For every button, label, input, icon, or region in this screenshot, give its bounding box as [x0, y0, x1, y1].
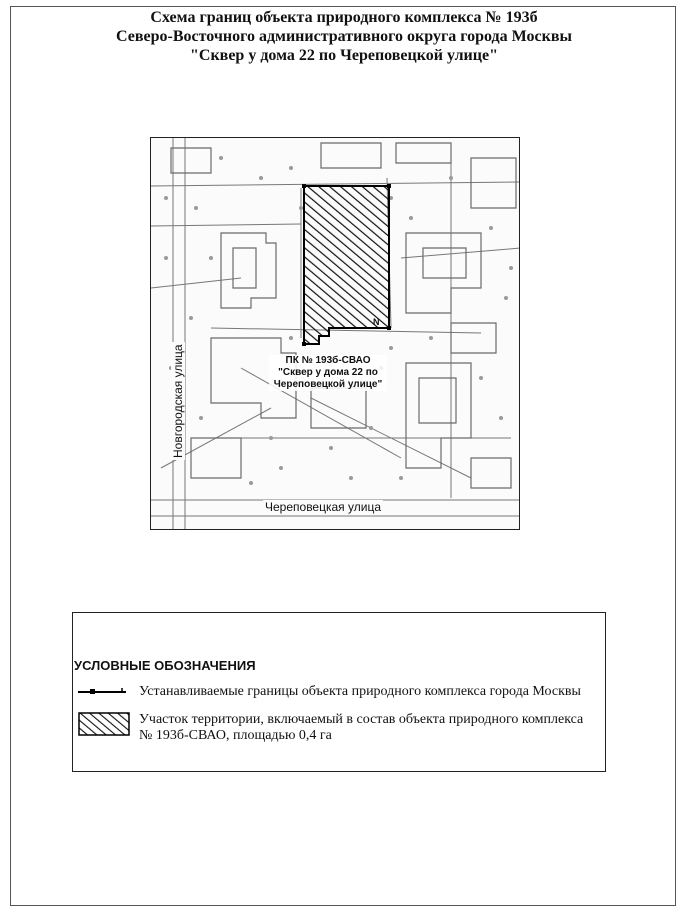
title-line-1: Схема границ объекта природного комплекса № 193б — [150, 9, 538, 26]
title-line-2: Северо-Восточного административного округа города Москвы — [116, 28, 572, 45]
street-label-cherepovetskaya[interactable]: Череповецкая улица — [265, 500, 381, 514]
legend-title: УСЛОВНЫЕ ОБОЗНАЧЕНИЯ — [74, 658, 256, 673]
map-area[interactable] — [150, 137, 520, 530]
boundary-marker-label: N — [373, 317, 380, 327]
object-label-line-2: "Сквер у дома 22 по — [278, 367, 378, 378]
legend-item-area-line-1: Участок территории, включаемый в состав объекта природного комплекса — [139, 712, 584, 727]
object-label-line-3: Череповецкой улице" — [273, 379, 383, 390]
legend-item-boundary: Устанавливаемые границы объекта природного комплекса города Москвы — [139, 684, 581, 699]
map-drawing — [151, 138, 520, 530]
boundary-line-symbol-icon — [78, 686, 126, 696]
street-label-novgorodskaya[interactable]: Новгородская улица — [171, 344, 185, 458]
title-line-3: "Сквер у дома 22 по Череповецкой улице" — [190, 47, 498, 64]
object-label-line-1: ПК № 193б-СВАО — [285, 355, 371, 366]
hatched-area-symbol-icon — [78, 712, 130, 736]
object-label[interactable] — [269, 355, 387, 391]
legend-item-area — [139, 712, 599, 744]
page-title — [0, 8, 688, 65]
legend-item-area-line-2: № 193б-СВАО, площадью 0,4 га — [139, 728, 332, 743]
